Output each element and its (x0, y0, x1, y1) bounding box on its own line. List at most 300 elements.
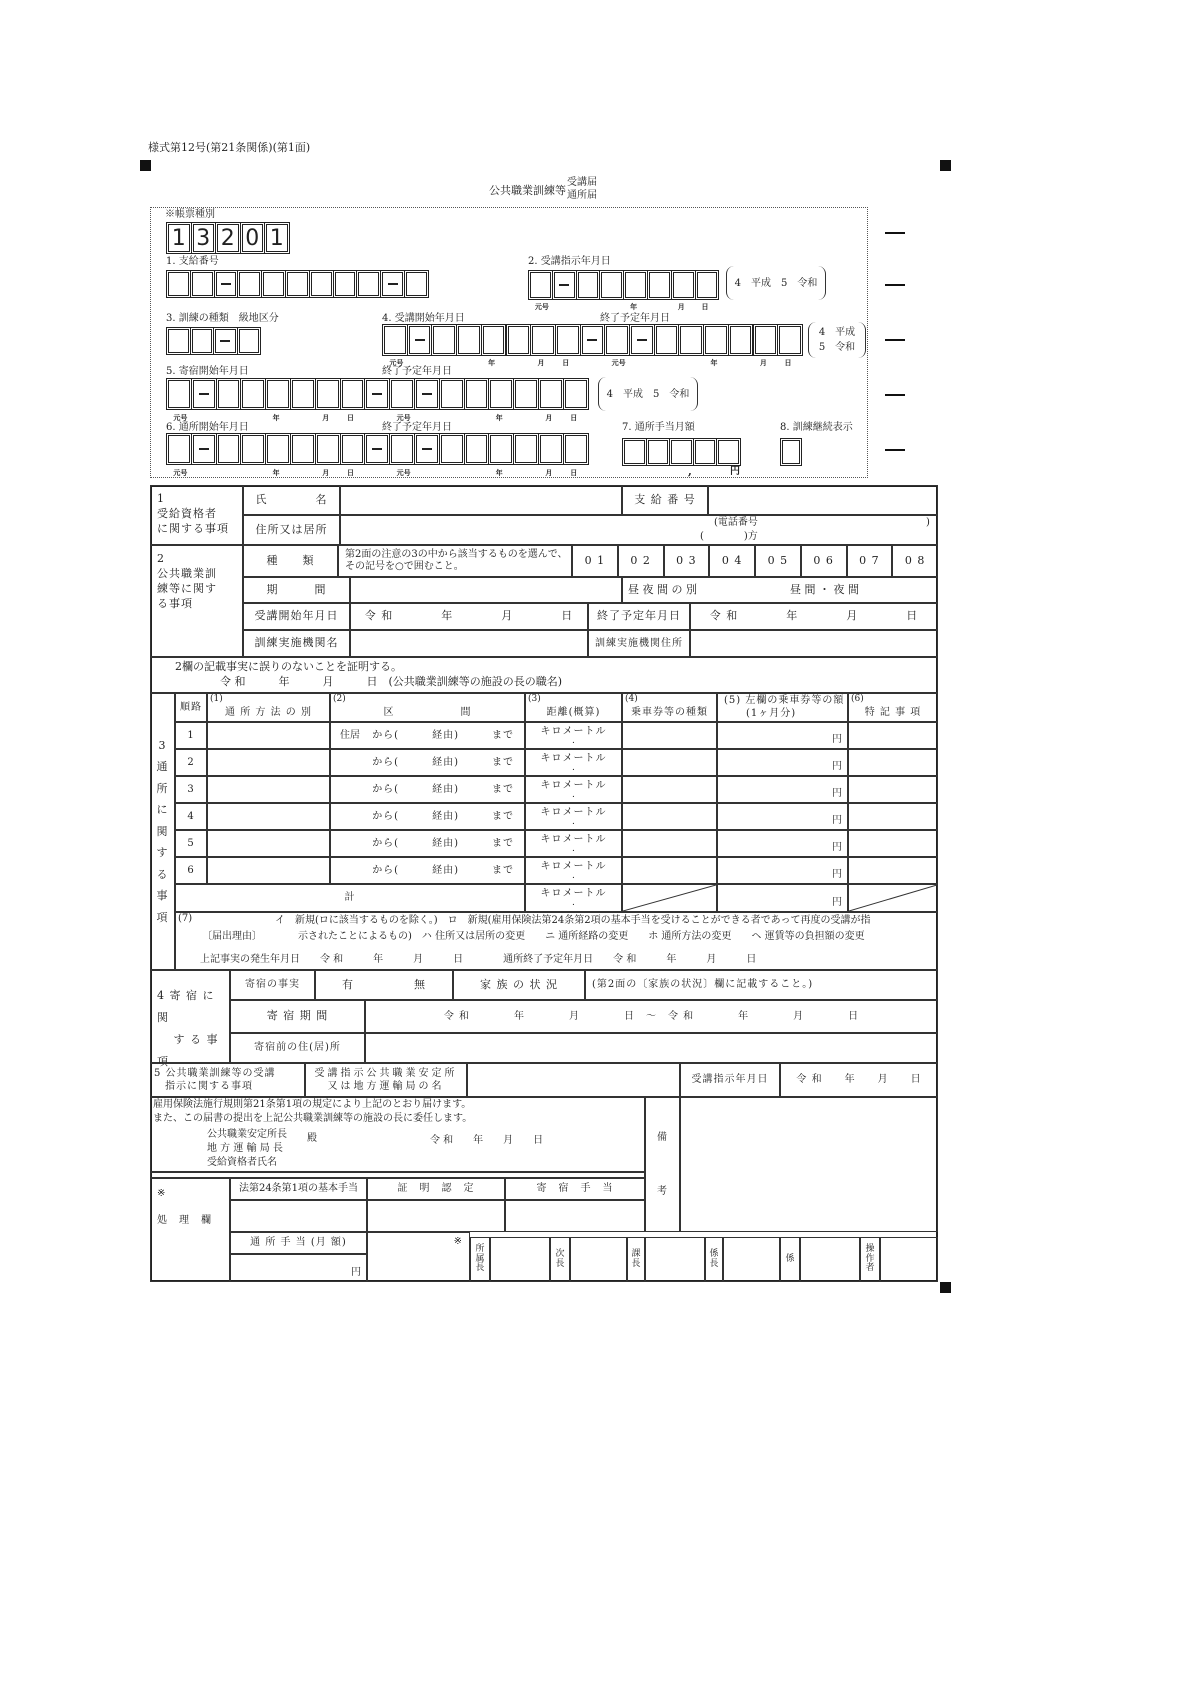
dash-mark (587, 339, 597, 341)
decimal-point: . (572, 844, 575, 854)
ocr-row-marker (885, 449, 905, 451)
dash-mark (415, 339, 425, 341)
section2-label: 2 公共職業訓 練等に関す る事項 (150, 545, 243, 657)
section4-label: 4 寄 宿 に 関 す る 事 項 (150, 970, 230, 1063)
benefit-number-box[interactable] (380, 270, 405, 298)
benefit-number-field[interactable] (708, 485, 938, 515)
field5-label: 5. 寄宿開始年月日 (166, 366, 249, 377)
boarding-date-box[interactable] (265, 378, 291, 410)
ticket-type-field[interactable] (622, 803, 717, 830)
boarding-date-box[interactable] (166, 378, 192, 410)
date-sublabel-era: 元号 (173, 413, 188, 422)
institution-address-label: 訓練実施機関住所 (588, 630, 690, 657)
commute-allowance-box[interactable] (693, 438, 718, 466)
course-date-box[interactable] (654, 324, 680, 356)
processing-mark: ※ (367, 1232, 470, 1282)
date-sublabel-year: 年 (495, 468, 503, 477)
date-sublabel-era: 元号 (389, 358, 404, 367)
distance-field: キロメートル (525, 776, 622, 803)
commute-header-h4: 乗車券等の種類 (622, 693, 717, 722)
registration-mark (940, 1282, 951, 1293)
date-sublabel-month: 月 (322, 468, 330, 477)
era-note: 4 平成 5 令和 (598, 377, 698, 411)
commute-date-box[interactable] (563, 433, 589, 465)
instruction-date-box[interactable] (671, 270, 696, 300)
address-label: 住所又は居所 (243, 515, 340, 545)
commute-date-box[interactable] (340, 433, 366, 465)
instruction-office-field[interactable] (467, 1063, 680, 1097)
boarding-date-box[interactable] (191, 378, 217, 410)
date-sublabel-month: 月 (322, 413, 330, 422)
date-sublabel-month: 月 (759, 358, 767, 367)
fare-field: 円 (717, 803, 848, 830)
instruction-date-box[interactable] (552, 270, 577, 300)
benefit-number-box[interactable] (214, 270, 239, 298)
registration-mark (940, 160, 951, 171)
home-label: 住居 (340, 730, 360, 741)
route-number: 6 (175, 857, 207, 884)
decimal-point: . (572, 736, 575, 746)
section1-label: 1 受給資格者 に関する事項 (150, 485, 243, 545)
route-section-field: から( 経由) まで (330, 722, 525, 749)
course-date-box[interactable] (629, 324, 655, 356)
commute-allowance-field: 円 (230, 1254, 367, 1282)
form-type-digit-box: 0 (240, 222, 266, 254)
date-sublabel-year: 年 (630, 302, 638, 311)
dash-mark (199, 448, 209, 450)
remarks-label: 備 考 (645, 1097, 680, 1232)
header-number: (2) (333, 694, 346, 704)
field5-end-label: 終了予定年月日 (382, 366, 452, 377)
instruction-office-label: 受講指示公共職業安定所 又は地方運輸局の名 (305, 1063, 467, 1097)
stamp-field[interactable] (570, 1237, 627, 1282)
benefit-number-box[interactable] (285, 270, 310, 298)
type-label: 種 類 (243, 545, 338, 577)
remarks-field[interactable] (848, 830, 938, 857)
route-section-field: から( 経由) まで (330, 857, 525, 884)
reason-line1: イ 新規(ロに該当するものを除く。) ロ 新規(雇用保険法第24条第2項の基本手当を受けることができる者であって再度の受講が指 (275, 915, 871, 926)
route-number: 2 (175, 749, 207, 776)
commute-date-box[interactable] (191, 433, 217, 465)
address-field[interactable] (340, 515, 938, 545)
decimal-point: . (572, 790, 575, 800)
commute-method-field[interactable] (207, 776, 330, 803)
fare-field: 円 (717, 830, 848, 857)
end-date-field[interactable]: 令 和 年 月 日 (690, 603, 938, 630)
dash-mark (199, 393, 209, 395)
section3-label: 3 通 所 に 関 す る 事 項 (150, 693, 175, 970)
route-section-field: から( 経由) まで (330, 803, 525, 830)
declaration-line1: 雇用保険法施行規則第21条第1項の規定により上記のとおり届けます。 (153, 1099, 472, 1110)
ocr-row-marker (885, 232, 905, 234)
course-date-box[interactable] (431, 324, 457, 356)
field6-end-label: 終了予定年月日 (382, 422, 452, 433)
field4-end-label: 終了予定年月日 (600, 313, 670, 324)
commute-date-box[interactable] (389, 433, 415, 465)
benefit-number-box[interactable] (309, 270, 334, 298)
commute-header-h5: (5) 左欄の乗車券等の額 (1ヶ月分) (717, 693, 848, 722)
remarks-field[interactable] (848, 776, 938, 803)
date-sublabel-year: 年 (272, 468, 280, 477)
benefit-number-box[interactable] (404, 270, 429, 298)
diagonal-line (623, 885, 716, 911)
processing-label: ※ 処 理 欄 (150, 1178, 230, 1282)
form-type-digit-box: 1 (166, 222, 192, 254)
day-night-options: 昼 間 ・ 夜 間 (790, 583, 859, 596)
commute-date-box[interactable] (240, 433, 266, 465)
dash-mark (637, 339, 647, 341)
boarding-date-box[interactable] (488, 378, 514, 410)
course-date-box[interactable] (777, 324, 803, 356)
course-date-box[interactable] (703, 324, 729, 356)
boarding-date-box[interactable] (439, 378, 465, 410)
diagonal-blank-cell (622, 884, 717, 912)
ticket-type-field[interactable] (622, 722, 717, 749)
benefit-number-box[interactable] (190, 270, 215, 298)
type-note: 第2面の注意の3の中から該当するものを選んで、 その記号を○で囲むこと。 (338, 545, 572, 577)
boarding-date-box[interactable] (464, 378, 490, 410)
fare-field: 円 (717, 776, 848, 803)
decimal-point: . (572, 817, 575, 827)
date-sublabel-era: 元号 (173, 468, 188, 477)
benefit-number-box[interactable] (261, 270, 286, 298)
decimal-point: . (572, 763, 575, 773)
benefit-number-box[interactable] (356, 270, 381, 298)
boarding-date-box[interactable] (563, 378, 589, 410)
fare-field: 円 (717, 749, 848, 776)
date-sublabel-year: 年 (488, 358, 496, 367)
field1-label: 1. 支給番号 (166, 256, 219, 267)
total-distance: キロメートル (525, 884, 622, 912)
ocr-row-marker (885, 394, 905, 396)
institution-name-label: 訓練実施機関名 (243, 630, 350, 657)
form-id-label: 様式第12号(第21条関係)(第1面) (148, 141, 311, 154)
form-type-digit-box: 3 (191, 222, 217, 254)
yen-label: 円 (730, 466, 740, 477)
training-code-option[interactable]: 0 8 (892, 545, 938, 577)
certification-header: 証 明 認 定 (367, 1178, 505, 1200)
boarding-date-box[interactable] (414, 378, 440, 410)
date-sublabel-month: 月 (545, 468, 553, 477)
stamp-label: 所 属 長 (470, 1237, 490, 1282)
course-date-box[interactable] (728, 324, 754, 356)
route-section-field: から( 経由) まで (330, 776, 525, 803)
training-type-box[interactable] (237, 327, 262, 355)
header-number: (3) (528, 694, 541, 704)
era-note: 4 平成 5 令和 (726, 266, 826, 300)
commute-date-box[interactable] (265, 433, 291, 465)
day-night-label: 昼 夜 間 の 別 (628, 583, 697, 596)
ticket-type-field[interactable] (622, 830, 717, 857)
form-type-label: ※帳票種別 (165, 209, 215, 220)
stamp-field[interactable] (723, 1237, 780, 1282)
route-number: 1 (175, 722, 207, 749)
field4-label: 4. 受講開始年月日 (382, 313, 465, 324)
certification-text: 2欄の記載事実に誤りのないことを証明する。 (175, 660, 402, 673)
training-code-option[interactable]: 0 2 (618, 545, 664, 577)
route-section-field: から( 経由) まで (330, 830, 525, 857)
decimal-point: . (572, 898, 575, 908)
instruction-date-box[interactable] (528, 270, 553, 300)
course-date-box[interactable] (530, 324, 556, 356)
course-date-box[interactable] (506, 324, 532, 356)
commute-date-box[interactable] (166, 433, 192, 465)
boarding-date-box[interactable] (240, 378, 266, 410)
instruction-date-box[interactable] (599, 270, 624, 300)
commute-date-box[interactable] (364, 433, 390, 465)
training-code-option[interactable]: 0 1 (572, 545, 618, 577)
boarding-fact-options[interactable]: 有 無 (315, 970, 453, 1000)
stamp-field[interactable] (490, 1237, 550, 1282)
boarding-date-box[interactable] (315, 378, 341, 410)
addressee-labels: 公共職業安定所長 地 方 運 輸 局 長 (207, 1129, 287, 1154)
remarks-field[interactable] (848, 803, 938, 830)
commute-date-box[interactable] (488, 433, 514, 465)
boarding-date-box[interactable] (364, 378, 390, 410)
date-sublabel-year: 年 (495, 413, 503, 422)
registration-mark (140, 160, 151, 171)
training-code-option[interactable]: 0 3 (664, 545, 710, 577)
family-status-note: (第2面の〔家族の状況〕欄に記載すること。) (585, 970, 938, 1000)
ocr-row-marker (885, 284, 905, 286)
date-sublabel-day: 日 (347, 468, 354, 477)
boarding-period-label: 寄 宿 期 間 (230, 1000, 365, 1033)
ticket-type-field[interactable] (622, 776, 717, 803)
commute-allowance-box[interactable] (716, 438, 741, 466)
total-fare: 円 (717, 884, 848, 912)
benefit-number-box[interactable] (333, 270, 358, 298)
instruction-date-box[interactable] (576, 270, 601, 300)
course-date-box[interactable] (753, 324, 779, 356)
institution-name-field[interactable] (350, 630, 588, 657)
header-number: (4) (625, 694, 638, 704)
stamp-label: 操 作 者 (860, 1237, 880, 1282)
field8-label: 8. 訓練継続表示 (780, 422, 853, 433)
boarding-date-box[interactable] (389, 378, 415, 410)
boarding-date-box[interactable] (538, 378, 564, 410)
commute-date-box[interactable] (414, 433, 440, 465)
date-sublabel-month: 月 (537, 358, 545, 367)
era-note: 4 平成 5 令和 (808, 322, 866, 358)
training-code-option[interactable]: 0 4 (709, 545, 755, 577)
start-date-field[interactable]: 令 和 年 月 日 (350, 603, 588, 630)
benefit-number-label: 支 給 番 号 (622, 485, 708, 515)
commute-allowance-box[interactable] (646, 438, 671, 466)
fare-field: 円 (717, 857, 848, 884)
route-header: 順路 (175, 693, 207, 722)
stamp-field[interactable] (645, 1237, 705, 1282)
date-sublabel-month: 月 (677, 302, 685, 311)
remarks-field[interactable] (848, 749, 938, 776)
date-sublabel-year: 年 (710, 358, 718, 367)
dash-mark (559, 284, 569, 286)
commute-method-field[interactable] (207, 803, 330, 830)
stamp-label: 係 長 (705, 1237, 723, 1282)
boarding-period-field[interactable]: 令 和 年 月 日 ～ 令 和 年 月 日 (365, 1000, 938, 1033)
comma-mark: , (688, 465, 692, 478)
distance-field: キロメートル (525, 857, 622, 884)
declaration-date: 令 和 年 月 日 (430, 1135, 544, 1146)
certification-field (367, 1200, 505, 1232)
training-type-box[interactable] (166, 327, 191, 355)
route-number: 5 (175, 830, 207, 857)
dash-mark (220, 340, 230, 342)
training-code-option[interactable]: 0 7 (847, 545, 893, 577)
route-section-field: から( 経由) まで (330, 749, 525, 776)
date-sublabel-month: 月 (545, 413, 553, 422)
training-code-option[interactable]: 0 5 (755, 545, 801, 577)
phone-suffix: ( )方 (700, 531, 758, 542)
reason-label: 〔届出理由〕 (202, 931, 262, 942)
form-type-digit-box: 2 (215, 222, 241, 254)
form-title-option: 受講届 (567, 177, 597, 188)
period-field[interactable] (350, 577, 622, 603)
basic-allowance-header: 法第24条第1項の基本手当 (230, 1178, 367, 1200)
date-sublabel-day: 日 (562, 358, 570, 367)
occurrence-date-line: 上記事実の発生年月日 令 和 年 月 日 通所終了予定年月日 令 和 年 月 日 (200, 954, 757, 965)
course-date-box[interactable] (456, 324, 482, 356)
date-sublabel-day: 日 (570, 413, 578, 422)
start-date-label: 受講開始年月日 (243, 603, 350, 630)
decimal-point: . (572, 871, 575, 881)
certification-date: 令 和 年 月 日 (公共職業訓練等の施設の長の職名) (220, 675, 563, 688)
commute-date-box[interactable] (439, 433, 465, 465)
instruction-date-box[interactable] (695, 270, 720, 300)
commute-allowance-header: 通 所 手 当 (月 額) (230, 1232, 367, 1254)
phone-label: (電話番号 (714, 517, 758, 528)
basic-allowance-field (230, 1200, 367, 1232)
field2-label: 2. 受講指示年月日 (528, 256, 611, 267)
dash-mark (372, 448, 382, 450)
date-sublabel-day: 日 (347, 413, 354, 422)
course-date-box[interactable] (555, 324, 581, 356)
training-code-option[interactable]: 0 6 (801, 545, 847, 577)
distance-field: キロメートル (525, 749, 622, 776)
stamp-label: 次 長 (550, 1237, 570, 1282)
fare-field: 円 (717, 722, 848, 749)
commute-method-field[interactable] (207, 857, 330, 884)
declaration-line2: また、この届書の提出を上記公共職業訓練等の施設の長に委任します。 (153, 1113, 473, 1124)
instruction-date-field[interactable]: 令 和 年 月 日 (780, 1063, 938, 1097)
date-sublabel-era: 元号 (611, 358, 626, 367)
date-sublabel-era: 元号 (534, 302, 549, 311)
boarding-allowance-header: 寄 宿 手 当 (505, 1178, 645, 1200)
dash-mark (422, 393, 432, 395)
dash-mark (422, 448, 432, 450)
commute-method-field[interactable] (207, 749, 330, 776)
commute-allowance-box[interactable] (669, 438, 694, 466)
honorific-label: 殿 (307, 1133, 317, 1144)
benefit-number-box[interactable] (237, 270, 262, 298)
commute-date-box[interactable] (464, 433, 490, 465)
dash-mark (388, 283, 398, 285)
diagonal-line (849, 885, 937, 911)
instruction-date-label: 受講指示年月日 (680, 1063, 780, 1097)
form-title-option: 通所届 (567, 190, 597, 201)
instruction-date-box[interactable] (647, 270, 672, 300)
dash-mark (372, 393, 382, 395)
course-date-box[interactable] (407, 324, 433, 356)
name-field[interactable] (340, 485, 622, 515)
course-date-box[interactable] (604, 324, 630, 356)
course-date-box[interactable] (580, 324, 606, 356)
commute-date-box[interactable] (216, 433, 242, 465)
ticket-type-field[interactable] (622, 857, 717, 884)
date-sublabel-day: 日 (570, 468, 578, 477)
header-number: (6) (851, 694, 864, 704)
distance-field: キロメートル (525, 722, 622, 749)
instruction-date-box[interactable] (623, 270, 648, 300)
date-sublabel-era: 元号 (396, 468, 411, 477)
boarding-fact-label: 寄宿の事実 (230, 970, 315, 1000)
commute-date-box[interactable] (290, 433, 316, 465)
end-date-label: 終了予定年月日 (588, 603, 690, 630)
ticket-type-field[interactable] (622, 749, 717, 776)
commute-date-box[interactable] (315, 433, 341, 465)
boarding-date-box[interactable] (340, 378, 366, 410)
remarks-field[interactable] (848, 722, 938, 749)
remarks-field[interactable] (680, 1097, 938, 1232)
boarding-allowance-field (505, 1200, 645, 1232)
stamp-label: 課 長 (627, 1237, 645, 1282)
commute-date-box[interactable] (538, 433, 564, 465)
date-sublabel-era: 元号 (396, 413, 411, 422)
previous-address-label: 寄宿前の住(居)所 (230, 1033, 365, 1063)
commute-allowance-box[interactable] (622, 438, 647, 466)
benefit-number-box[interactable] (166, 270, 191, 298)
field3-label: 3. 訓練の種類 級地区分 (166, 313, 279, 324)
route-number: 3 (175, 776, 207, 803)
header-number: (1) (210, 694, 223, 704)
institution-address-field[interactable] (690, 630, 938, 657)
date-sublabel-year: 年 (272, 413, 280, 422)
course-date-box[interactable] (382, 324, 408, 356)
boarding-date-box[interactable] (513, 378, 539, 410)
boarding-date-box[interactable] (216, 378, 242, 410)
remarks-field[interactable] (848, 857, 938, 884)
boarding-date-box[interactable] (290, 378, 316, 410)
ocr-row-marker (885, 339, 905, 341)
field7-label: 7. 通所手当月額 (622, 422, 695, 433)
training-type-box[interactable] (213, 327, 238, 355)
course-date-box[interactable] (481, 324, 507, 356)
continuation-box[interactable] (780, 438, 802, 466)
family-status-label: 家 族 の 状 況 (453, 970, 585, 1000)
dash-mark (221, 283, 231, 285)
route-number: 4 (175, 803, 207, 830)
stamp-label: 係 (780, 1237, 800, 1282)
form-title: 公共職業訓練等 (489, 184, 566, 197)
training-type-box[interactable] (190, 327, 215, 355)
form-type-digit-box: 1 (264, 222, 290, 254)
distance-field: キロメートル (525, 803, 622, 830)
commute-method-field[interactable] (207, 722, 330, 749)
commute-method-field[interactable] (207, 830, 330, 857)
stamp-field[interactable] (800, 1237, 860, 1282)
commute-date-box[interactable] (513, 433, 539, 465)
distance-field: キロメートル (525, 830, 622, 857)
phone-close: ) (926, 517, 930, 528)
reason-line2: 示されたことによるもの) ハ 住所又は居所の変更 ニ 通所経路の変更 ホ 通所方法の変更 ヘ 運賃等の負担額の変更 (298, 931, 865, 942)
commute-header-h1: 通 所 方 法 の 別 (207, 693, 330, 722)
previous-address-field[interactable] (365, 1033, 938, 1063)
course-date-box[interactable] (678, 324, 704, 356)
period-label: 期 間 (243, 577, 350, 603)
diagonal-blank-cell (848, 884, 938, 912)
stamp-field[interactable] (880, 1237, 938, 1282)
date-sublabel-day: 日 (784, 358, 792, 367)
section5-label: 5 公共職業訓練等の受講 指示に関する事項 (150, 1063, 305, 1097)
